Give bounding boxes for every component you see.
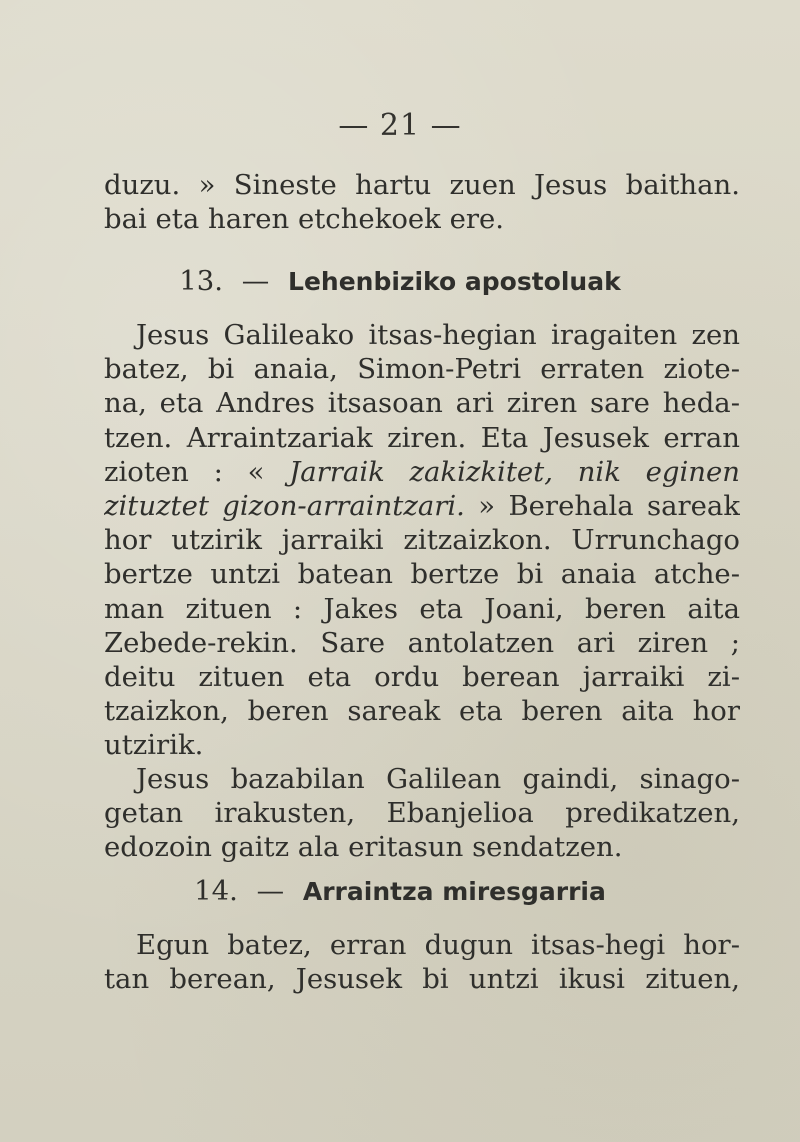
section-number: 14.: [194, 875, 238, 907]
text-line: Jesus bazabilan Galilean gaindi, sinago-: [136, 763, 740, 795]
text-line: na, eta Andres itsasoan ari ziren sare heda-: [104, 387, 740, 420]
text-line: bai eta haren etchekoek ere.: [104, 203, 505, 236]
section-title: Lehenbiziko apostoluak: [288, 267, 621, 296]
page-number: — 21 —: [338, 108, 462, 143]
text-line: tan berean, Jesusek bi untzi ikusi zituen,: [104, 963, 740, 996]
section-13-paragraph-1: [104, 318, 740, 763]
section-dash: —: [241, 265, 270, 297]
text-line: edozoin gaitz ala eritasun sendatzen.: [104, 831, 623, 864]
section-14-paragraph-1: [104, 928, 740, 996]
text-line: [104, 455, 740, 489]
section-number: 13.: [179, 265, 224, 297]
text-line: man zituen : Jakes eta Joani, beren aita: [104, 592, 740, 625]
text-line: tzen. Arraintzariak ziren. Eta Jesusek erran: [104, 421, 740, 454]
section-13-paragraph-2: [104, 762, 740, 865]
text-fragment: zioten : «: [104, 455, 290, 488]
section-13-heading: [0, 264, 800, 299]
text-line: getan irakusten, Ebanjelioa predikatzen,: [104, 797, 740, 830]
text-line: tzaizkon, beren sareak eta beren aita hor: [104, 695, 740, 728]
text-line: Jesus Galileako itsas-hegian iragaiten zen: [136, 319, 740, 351]
text-fragment: » Berehala sareak: [464, 490, 740, 523]
text-line: hor utzirik jarraiki zitzaizkon. Urrunchago: [104, 524, 740, 557]
text-line: [104, 489, 740, 523]
text-line: duzu. » Sineste hartu zuen Jesus baithan.: [104, 169, 740, 201]
section-title: Arraintza miresgarria: [302, 877, 606, 906]
italic-quote: Jarraik zakizkitet, nik eginen: [289, 455, 740, 488]
text-line: deitu zituen eta ordu berean jarraiki zi-: [104, 661, 740, 694]
intro-paragraph: [104, 168, 740, 236]
section-dash: —: [256, 875, 285, 907]
text-line: batez, bi anaia, Simon-Petri erraten ziote-: [104, 353, 740, 386]
italic-quote: zituztet gizon-arraintzari.: [104, 490, 465, 523]
text-line: Egun batez, erran dugun itsas-hegi hor-: [136, 929, 740, 961]
section-14-heading: [0, 874, 800, 909]
text-line: utzirik.: [104, 729, 204, 762]
text-line: Zebede-rekin. Sare antolatzen ari ziren ;: [104, 626, 740, 659]
text-line: bertze untzi batean bertze bi anaia atche-: [104, 558, 740, 591]
